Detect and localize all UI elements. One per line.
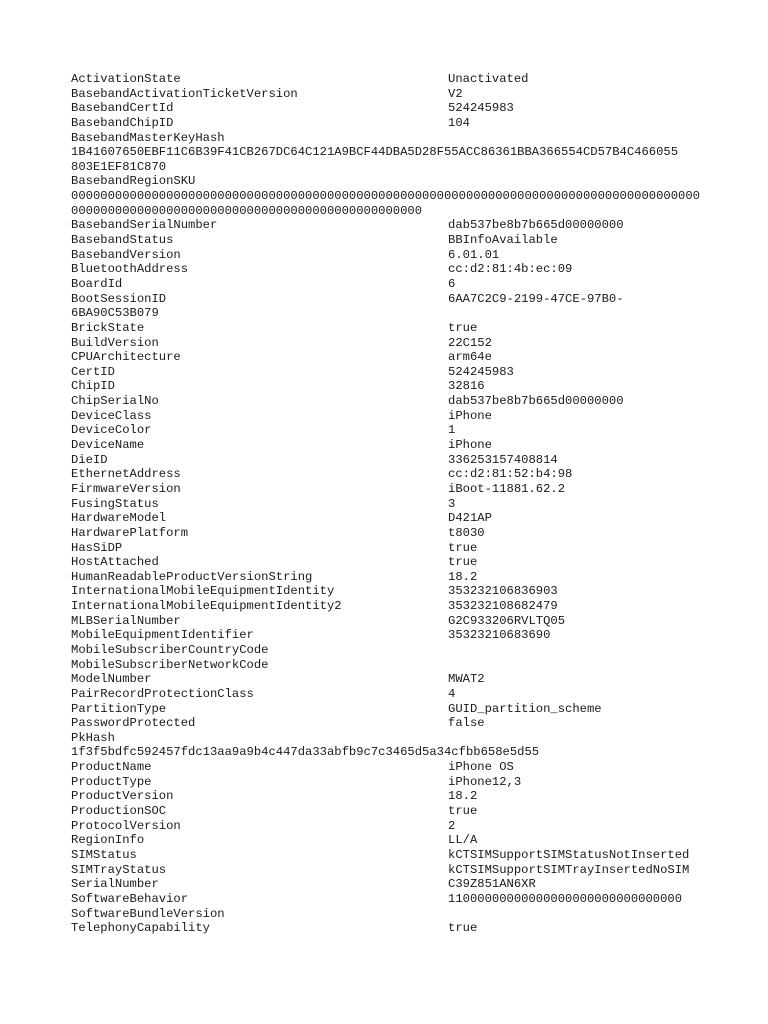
property-key: BasebandActivationTicketVersion <box>71 86 298 101</box>
property-value: dab537be8b7b665d00000000 <box>448 394 624 409</box>
property-value: 6.01.01 <box>448 247 500 262</box>
property-row <box>71 672 711 687</box>
property-value: 524245983 <box>448 364 514 379</box>
property-value: true <box>448 320 478 335</box>
property-value: iBoot-11881.62.2 <box>448 481 566 496</box>
property-row <box>71 189 711 204</box>
property-value: iPhone12,3 <box>448 774 522 789</box>
property-value: true <box>448 540 478 555</box>
property-key: ProductName <box>71 760 152 775</box>
property-value: true <box>448 921 478 936</box>
property-value: 35323210683690 <box>448 628 551 643</box>
property-value: GUID_partition_scheme <box>448 701 602 716</box>
property-value: D421AP <box>448 511 492 526</box>
property-key: ProductionSOC <box>71 804 167 819</box>
property-key: BootSessionID <box>71 291 167 306</box>
property-key: InternationalMobileEquipmentIdentity <box>71 584 335 599</box>
property-key: FirmwareVersion <box>71 481 181 496</box>
property-key: MLBSerialNumber <box>71 613 181 628</box>
property-row <box>71 262 711 277</box>
property-key: InternationalMobileEquipmentIdentity2 <box>71 599 342 614</box>
property-key: BasebandChipID <box>71 115 174 130</box>
property-value: 11000000000000000000000000000000 <box>448 891 683 906</box>
property-row <box>71 614 711 629</box>
property-key: ProductVersion <box>71 789 174 804</box>
property-value: 18.2 <box>448 569 478 584</box>
property-key: 803E1EF81C870 <box>71 159 167 174</box>
property-key: ChipID <box>71 379 115 394</box>
property-row <box>71 497 711 512</box>
property-key: BasebandVersion <box>71 247 181 262</box>
property-row <box>71 702 711 717</box>
property-value: Unactivated <box>448 72 529 86</box>
property-row <box>71 248 711 263</box>
property-key: MobileSubscriberCountryCode <box>71 642 269 657</box>
property-row <box>71 292 711 307</box>
property-row <box>71 555 711 570</box>
property-value: dab537be8b7b665d00000000 <box>448 218 624 233</box>
device-info-list <box>71 72 711 936</box>
property-key: DeviceClass <box>71 408 152 423</box>
property-key: SerialNumber <box>71 877 159 892</box>
property-value: arm64e <box>448 350 492 365</box>
property-row <box>71 789 711 804</box>
property-row <box>71 482 711 497</box>
property-row <box>71 716 711 731</box>
property-key: BasebandSerialNumber <box>71 218 218 233</box>
property-key: BasebandCertId <box>71 101 174 116</box>
property-row <box>71 687 711 702</box>
property-row <box>71 438 711 453</box>
property-row <box>71 658 711 673</box>
property-row <box>71 892 711 907</box>
property-row <box>71 306 711 321</box>
property-row <box>71 467 711 482</box>
property-value: 353232106836903 <box>448 584 558 599</box>
property-row <box>71 423 711 438</box>
property-key: BuildVersion <box>71 335 159 350</box>
property-row <box>71 643 711 658</box>
property-row <box>71 921 711 936</box>
property-row <box>71 204 711 219</box>
property-row <box>71 233 711 248</box>
property-value: 3 <box>448 496 456 511</box>
property-row <box>71 570 711 585</box>
property-row <box>71 804 711 819</box>
property-row <box>71 863 711 878</box>
property-value: cc:d2:81:4b:ec:09 <box>448 262 573 277</box>
property-value: true <box>448 555 478 570</box>
property-key: BrickState <box>71 320 145 335</box>
property-value: iPhone <box>448 408 492 423</box>
property-key: ProtocolVersion <box>71 818 181 833</box>
property-row <box>71 379 711 394</box>
property-value: 104 <box>448 115 470 130</box>
property-key: BoardId <box>71 276 123 291</box>
property-value: 1 <box>448 423 456 438</box>
property-value: iPhone OS <box>448 760 514 775</box>
property-key: 000000000000000000000000000000000000000000000000 <box>71 203 423 218</box>
property-row <box>71 350 711 365</box>
property-key: 6BA90C53B079 <box>71 306 159 321</box>
property-row <box>71 848 711 863</box>
property-key: 1f3f5bdfc592457fdc13aa9a9b4c447da33abfb9c7c3465d5a34cfbb658e5d55 <box>71 745 540 760</box>
property-key: HostAttached <box>71 555 159 570</box>
property-key: EthernetAddress <box>71 467 181 482</box>
property-key: 1B41607650EBF11C6B39F41CB267DC64C121A9BCF44DBA5D28F55ACC86361BBA366554CD57B4C466055 <box>71 145 679 160</box>
property-row <box>71 584 711 599</box>
property-row <box>71 116 711 131</box>
property-key: SoftwareBehavior <box>71 891 189 906</box>
property-row <box>71 833 711 848</box>
property-key: RegionInfo <box>71 833 145 848</box>
property-row <box>71 87 711 102</box>
property-value: kCTSIMSupportSIMStatusNotInserted <box>448 847 690 862</box>
property-row <box>71 160 711 175</box>
property-row <box>71 131 711 146</box>
property-row <box>71 877 711 892</box>
property-row <box>71 277 711 292</box>
property-value: 18.2 <box>448 789 478 804</box>
property-key: MobileSubscriberNetworkCode <box>71 657 269 672</box>
property-key: CertID <box>71 364 115 379</box>
property-key: 00000000000000000000000000000000000000000000000000000000000000000000000000000000000000 <box>71 189 700 204</box>
property-key: ProductType <box>71 774 152 789</box>
property-value: 336253157408814 <box>448 452 558 467</box>
property-key: HasSiDP <box>71 540 123 555</box>
property-key: ChipSerialNo <box>71 394 159 409</box>
property-value: 6 <box>448 276 456 291</box>
property-key: PairRecordProtectionClass <box>71 686 254 701</box>
property-value: 353232108682479 <box>448 599 558 614</box>
property-value: 32816 <box>448 379 485 394</box>
property-value: 524245983 <box>448 101 514 116</box>
property-key: ModelNumber <box>71 672 152 687</box>
property-value: false <box>448 716 485 731</box>
property-row <box>71 599 711 614</box>
property-row <box>71 760 711 775</box>
property-row <box>71 541 711 556</box>
property-key: PkHash <box>71 730 115 745</box>
property-row <box>71 218 711 233</box>
property-row <box>71 453 711 468</box>
property-key: ActivationState <box>71 72 181 86</box>
property-key: PasswordProtected <box>71 716 196 731</box>
property-row <box>71 394 711 409</box>
property-value: C39Z851AN6XR <box>448 877 536 892</box>
property-row <box>71 72 711 87</box>
property-value: cc:d2:81:52:b4:98 <box>448 467 573 482</box>
property-row <box>71 321 711 336</box>
property-key: BasebandStatus <box>71 233 174 248</box>
property-value: 6AA7C2C9-2199-47CE-97B0- <box>448 291 624 306</box>
property-key: HumanReadableProductVersionString <box>71 569 313 584</box>
property-row <box>71 145 711 160</box>
property-value: true <box>448 804 478 819</box>
property-value: MWAT2 <box>448 672 485 687</box>
property-key: TelephonyCapability <box>71 921 210 936</box>
property-row <box>71 731 711 746</box>
property-value: 2 <box>448 818 456 833</box>
property-key: DeviceColor <box>71 423 152 438</box>
property-row <box>71 174 711 189</box>
property-value: t8030 <box>448 525 485 540</box>
property-value: LL/A <box>448 833 478 848</box>
property-key: HardwareModel <box>71 511 167 526</box>
property-row <box>71 526 711 541</box>
property-row <box>71 365 711 380</box>
property-row <box>71 511 711 526</box>
property-row <box>71 336 711 351</box>
property-key: FusingStatus <box>71 496 159 511</box>
property-row <box>71 628 711 643</box>
property-value: 22C152 <box>448 335 492 350</box>
property-key: BasebandRegionSKU <box>71 174 196 189</box>
property-key: BluetoothAddress <box>71 262 189 277</box>
property-value: kCTSIMSupportSIMTrayInsertedNoSIM <box>448 862 690 877</box>
property-key: PartitionType <box>71 701 167 716</box>
property-value: 4 <box>448 686 456 701</box>
property-row <box>71 745 711 760</box>
property-key: CPUArchitecture <box>71 350 181 365</box>
property-key: SoftwareBundleVersion <box>71 906 225 921</box>
property-value: iPhone <box>448 438 492 453</box>
property-key: DieID <box>71 452 108 467</box>
property-key: HardwarePlatform <box>71 525 189 540</box>
property-row <box>71 907 711 922</box>
property-value: BBInfoAvailable <box>448 233 558 248</box>
property-value: V2 <box>448 86 463 101</box>
property-row <box>71 819 711 834</box>
property-value: G2C933206RVLTQ05 <box>448 613 566 628</box>
property-key: MobileEquipmentIdentifier <box>71 628 254 643</box>
property-key: DeviceName <box>71 438 145 453</box>
property-row <box>71 775 711 790</box>
property-row <box>71 409 711 424</box>
property-row <box>71 101 711 116</box>
property-key: SIMTrayStatus <box>71 862 167 877</box>
property-key: SIMStatus <box>71 847 137 862</box>
property-key: BasebandMasterKeyHash <box>71 130 225 145</box>
